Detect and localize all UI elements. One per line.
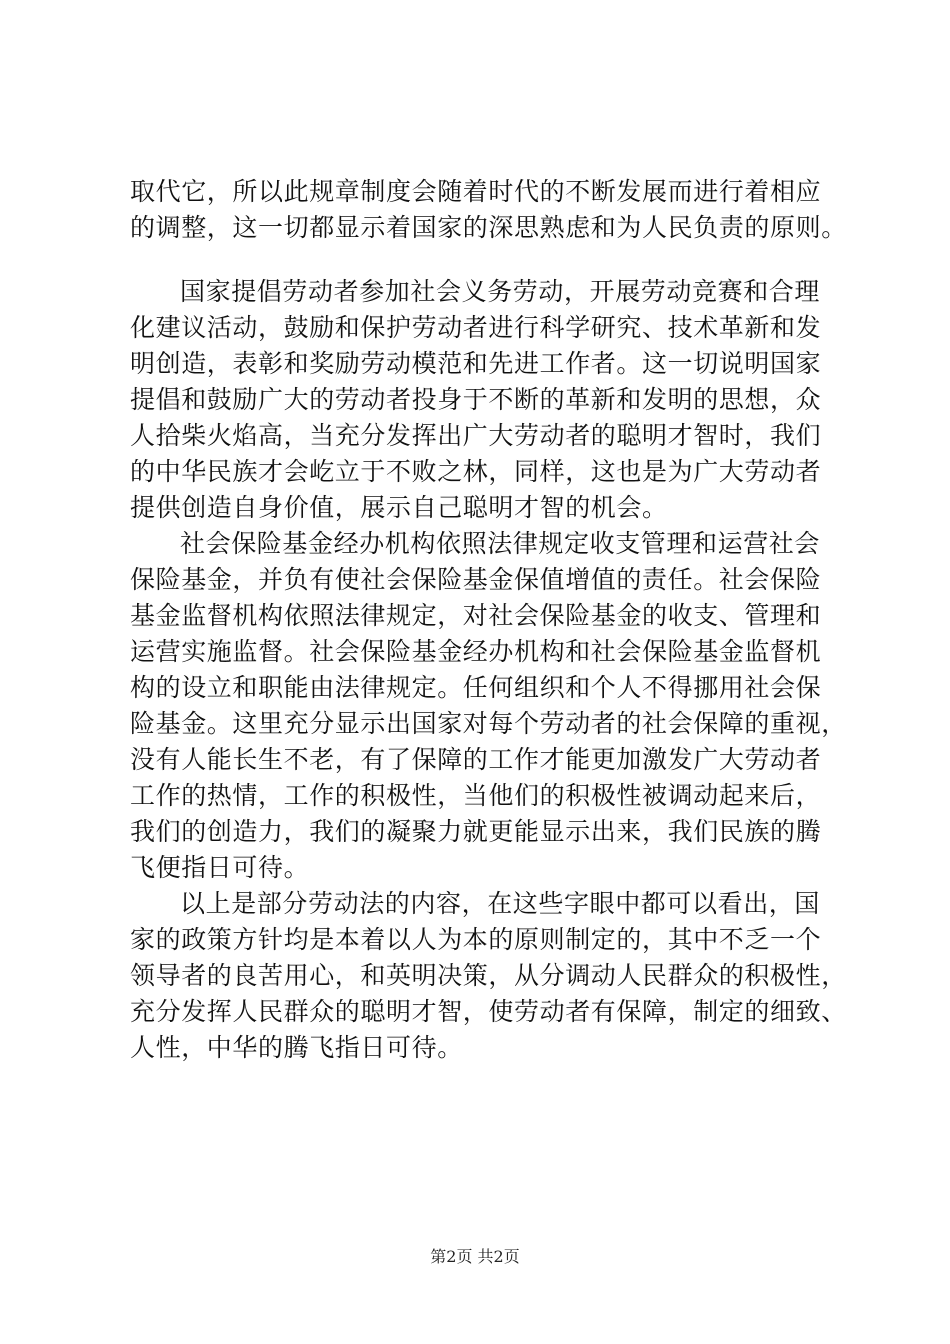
- paragraph-conclusion: [130, 886, 845, 1066]
- text-line: 险基金。这里充分显示出国家对每个劳动者的社会保障的重视，: [130, 709, 847, 738]
- text-line: 的中华民族才会屹立于不败之林，同样，这也是为广大劳动者: [130, 457, 822, 486]
- text-line: 社会保险基金经办机构依照法律规定收支管理和运营社会: [180, 529, 821, 558]
- text-line: 人性，中华的腾飞指日可待。: [130, 1033, 463, 1062]
- text-line: 提供创造自身价值，展示自己聪明才智的机会。: [130, 493, 668, 522]
- text-line: 明创造，表彰和奖励劳动模范和先进工作者。这一切说明国家: [130, 349, 822, 378]
- document-body: [130, 174, 845, 1066]
- paragraph-social-insurance: [130, 526, 845, 886]
- paragraph-continuation: [130, 174, 845, 246]
- paragraph-labor-encouragement: [130, 274, 845, 526]
- text-line: 取代它，所以此规章制度会随着时代的不断发展而进行着相应: [130, 177, 822, 206]
- text-line: 的调整，这一切都显示着国家的深思熟虑和为人民负责的原则。: [130, 213, 847, 242]
- text-line: 我们的创造力，我们的凝聚力就更能显示出来，我们民族的腾: [130, 817, 822, 846]
- text-line: 国家提倡劳动者参加社会义务劳动，开展劳动竞赛和合理: [180, 277, 821, 306]
- text-line: 以上是部分劳动法的内容，在这些字眼中都可以看出，国: [180, 889, 821, 918]
- text-line: 基金监督机构依照法律规定，对社会保险基金的收支、管理和: [130, 601, 822, 630]
- text-line: 人拾柴火焰高，当充分发挥出广大劳动者的聪明才智时，我们: [130, 421, 822, 450]
- text-line: 充分发挥人民群众的聪明才智，使劳动者有保障，制定的细致、: [130, 997, 847, 1026]
- text-line: 工作的热情，工作的积极性，当他们的积极性被调动起来后，: [130, 781, 822, 810]
- text-line: 构的设立和职能由法律规定。任何组织和个人不得挪用社会保: [130, 673, 822, 702]
- text-line: 提倡和鼓励广大的劳动者投身于不断的革新和发明的思想，众: [130, 385, 822, 414]
- text-line: 化建议活动，鼓励和保护劳动者进行科学研究、技术革新和发: [130, 313, 822, 342]
- text-line: 运营实施监督。社会保险基金经办机构和社会保险基金监督机: [130, 637, 822, 666]
- text-line: 领导者的良苦用心，和英明决策，从分调动人民群众的积极性，: [130, 961, 847, 990]
- text-line: 家的政策方针均是本着以人为本的原则制定的，其中不乏一个: [130, 925, 822, 954]
- text-line: 没有人能长生不老，有了保障的工作才能更加激发广大劳动者: [130, 745, 822, 774]
- page-number-footer: 第2页 共2页: [430, 1247, 520, 1266]
- text-line: 保险基金，并负有使社会保险基金保值增值的责任。社会保险: [130, 565, 822, 594]
- text-line: 飞便指日可待。: [130, 853, 310, 882]
- paragraph-gap: [130, 246, 845, 274]
